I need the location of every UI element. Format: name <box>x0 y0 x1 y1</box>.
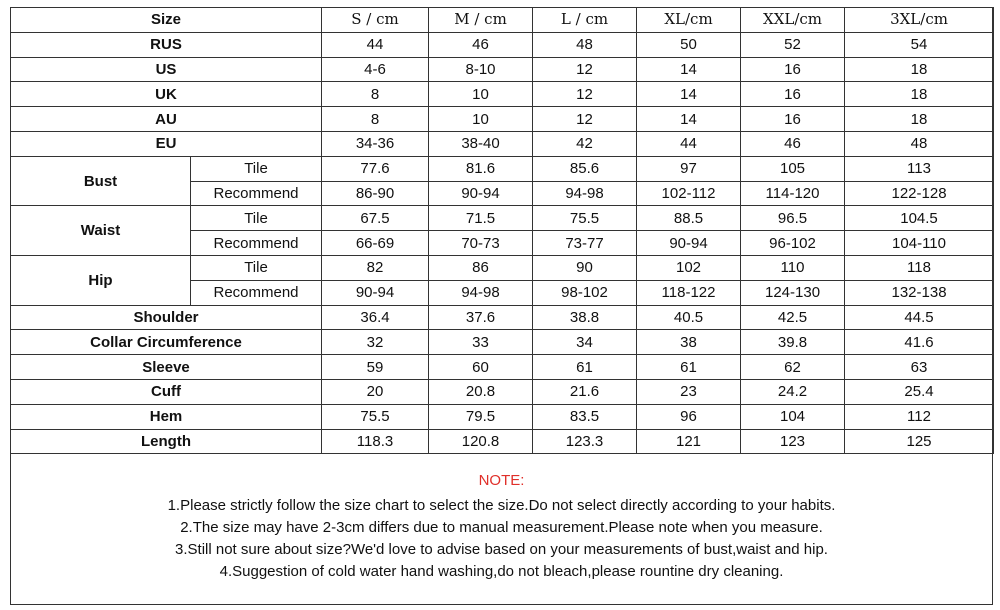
value-cell: 90-94 <box>322 280 429 305</box>
table-row <box>11 131 994 156</box>
value-cell: 124-130 <box>741 280 845 305</box>
value-cell: 90-94 <box>429 181 533 206</box>
table-row <box>11 32 994 57</box>
value-cell: 39.8 <box>741 330 845 355</box>
table-row <box>11 355 994 380</box>
value-cell: 62 <box>741 355 845 380</box>
value-cell: 16 <box>741 107 845 132</box>
value-cell: 123.3 <box>533 429 637 454</box>
value-cell: 75.5 <box>533 206 637 231</box>
value-cell: 41.6 <box>845 330 994 355</box>
value-cell: 77.6 <box>322 156 429 181</box>
table-row <box>11 82 994 107</box>
size-column-header: XL/cm <box>637 8 741 33</box>
value-cell: 38.8 <box>533 305 637 330</box>
value-cell: 66-69 <box>322 231 429 256</box>
value-cell: 14 <box>637 82 741 107</box>
value-cell: 8 <box>322 82 429 107</box>
value-cell: 44 <box>322 32 429 57</box>
sub-label: Recommend <box>191 231 322 256</box>
value-cell: 125 <box>845 429 994 454</box>
note-line: 3.Still not sure about size?We'd love to advise based on your measurements of bust,waist and hip. <box>175 541 828 558</box>
value-cell: 118.3 <box>322 429 429 454</box>
value-cell: 12 <box>533 82 637 107</box>
row-label: RUS <box>11 32 322 57</box>
value-cell: 37.6 <box>429 305 533 330</box>
value-cell: 24.2 <box>741 379 845 404</box>
value-cell: 36.4 <box>322 305 429 330</box>
value-cell: 18 <box>845 57 994 82</box>
value-cell: 42 <box>533 131 637 156</box>
value-cell: 114-120 <box>741 181 845 206</box>
value-cell: 75.5 <box>322 404 429 429</box>
table-row <box>11 379 994 404</box>
value-cell: 70-73 <box>429 231 533 256</box>
value-cell: 98-102 <box>533 280 637 305</box>
value-cell: 42.5 <box>741 305 845 330</box>
value-cell: 81.6 <box>429 156 533 181</box>
value-cell: 20 <box>322 379 429 404</box>
value-cell: 86 <box>429 255 533 280</box>
table-row <box>11 305 994 330</box>
value-cell: 79.5 <box>429 404 533 429</box>
table-row <box>11 330 994 355</box>
value-cell: 102-112 <box>637 181 741 206</box>
value-cell: 10 <box>429 107 533 132</box>
value-cell: 104.5 <box>845 206 994 231</box>
value-cell: 44.5 <box>845 305 994 330</box>
sub-label: Tile <box>191 206 322 231</box>
value-cell: 120.8 <box>429 429 533 454</box>
row-label: AU <box>11 107 322 132</box>
value-cell: 38-40 <box>429 131 533 156</box>
value-cell: 8 <box>322 107 429 132</box>
value-cell: 12 <box>533 107 637 132</box>
row-label: UK <box>11 82 322 107</box>
note-line: 2.The size may have 2-3cm differs due to manual measurement.Please note when you measure. <box>180 519 823 536</box>
value-cell: 14 <box>637 107 741 132</box>
value-cell: 12 <box>533 57 637 82</box>
sub-label: Tile <box>191 255 322 280</box>
table-row <box>11 255 994 280</box>
value-cell: 50 <box>637 32 741 57</box>
value-cell: 105 <box>741 156 845 181</box>
table-row <box>11 156 994 181</box>
size-chart-table <box>10 7 994 454</box>
value-cell: 44 <box>637 131 741 156</box>
note-section <box>10 472 993 583</box>
value-cell: 112 <box>845 404 994 429</box>
value-cell: 90 <box>533 255 637 280</box>
value-cell: 38 <box>637 330 741 355</box>
value-cell: 96 <box>637 404 741 429</box>
value-cell: 102 <box>637 255 741 280</box>
value-cell: 18 <box>845 107 994 132</box>
value-cell: 10 <box>429 82 533 107</box>
note-line: 1.Please strictly follow the size chart to select the size.Do not select directly according to your habits. <box>167 497 836 514</box>
size-column-header: XXL/cm <box>741 8 845 33</box>
value-cell: 71.5 <box>429 206 533 231</box>
value-cell: 60 <box>429 355 533 380</box>
value-cell: 4-6 <box>322 57 429 82</box>
value-cell: 46 <box>741 131 845 156</box>
value-cell: 82 <box>322 255 429 280</box>
value-cell: 96-102 <box>741 231 845 256</box>
value-cell: 54 <box>845 32 994 57</box>
value-cell: 122-128 <box>845 181 994 206</box>
value-cell: 104 <box>741 404 845 429</box>
value-cell: 18 <box>845 82 994 107</box>
size-column-header: S / cm <box>322 8 429 33</box>
value-cell: 86-90 <box>322 181 429 206</box>
row-label: US <box>11 57 322 82</box>
value-cell: 20.8 <box>429 379 533 404</box>
value-cell: 59 <box>322 355 429 380</box>
size-column-header: M / cm <box>429 8 533 33</box>
value-cell: 94-98 <box>533 181 637 206</box>
value-cell: 61 <box>637 355 741 380</box>
value-cell: 63 <box>845 355 994 380</box>
value-cell: 94-98 <box>429 280 533 305</box>
row-label: Collar Circumference <box>11 330 322 355</box>
group-label: Waist <box>11 206 191 256</box>
size-column-header: 3XL/cm <box>845 8 994 33</box>
value-cell: 96.5 <box>741 206 845 231</box>
sub-label: Recommend <box>191 280 322 305</box>
table-row <box>11 57 994 82</box>
value-cell: 90-94 <box>637 231 741 256</box>
row-label: Shoulder <box>11 305 322 330</box>
value-cell: 97 <box>637 156 741 181</box>
value-cell: 67.5 <box>322 206 429 231</box>
value-cell: 118 <box>845 255 994 280</box>
value-cell: 23 <box>637 379 741 404</box>
row-label: Hem <box>11 404 322 429</box>
value-cell: 40.5 <box>637 305 741 330</box>
row-label: Cuff <box>11 379 322 404</box>
value-cell: 8-10 <box>429 57 533 82</box>
value-cell: 25.4 <box>845 379 994 404</box>
value-cell: 34 <box>533 330 637 355</box>
value-cell: 46 <box>429 32 533 57</box>
table-row <box>11 404 994 429</box>
row-label: Sleeve <box>11 355 322 380</box>
note-title: NOTE: <box>478 472 525 489</box>
row-label: Length <box>11 429 322 454</box>
value-cell: 88.5 <box>637 206 741 231</box>
table-row <box>11 429 994 454</box>
sub-label: Recommend <box>191 181 322 206</box>
size-column-header: L / cm <box>533 8 637 33</box>
value-cell: 110 <box>741 255 845 280</box>
value-cell: 123 <box>741 429 845 454</box>
value-cell: 48 <box>533 32 637 57</box>
row-label: EU <box>11 131 322 156</box>
value-cell: 121 <box>637 429 741 454</box>
value-cell: 113 <box>845 156 994 181</box>
value-cell: 33 <box>429 330 533 355</box>
header-row <box>11 8 994 33</box>
value-cell: 34-36 <box>322 131 429 156</box>
value-cell: 52 <box>741 32 845 57</box>
value-cell: 16 <box>741 82 845 107</box>
value-cell: 48 <box>845 131 994 156</box>
value-cell: 21.6 <box>533 379 637 404</box>
size-header-cell: Size <box>11 8 322 33</box>
note-line: 4.Suggestion of cold water hand washing,do not bleach,please rountine dry cleaning. <box>219 563 784 580</box>
value-cell: 118-122 <box>637 280 741 305</box>
table-row <box>11 107 994 132</box>
table-row <box>11 206 994 231</box>
value-cell: 16 <box>741 57 845 82</box>
value-cell: 85.6 <box>533 156 637 181</box>
value-cell: 132-138 <box>845 280 994 305</box>
value-cell: 104-110 <box>845 231 994 256</box>
value-cell: 61 <box>533 355 637 380</box>
sub-label: Tile <box>191 156 322 181</box>
group-label: Bust <box>11 156 191 206</box>
value-cell: 14 <box>637 57 741 82</box>
group-label: Hip <box>11 255 191 305</box>
value-cell: 83.5 <box>533 404 637 429</box>
value-cell: 73-77 <box>533 231 637 256</box>
value-cell: 32 <box>322 330 429 355</box>
